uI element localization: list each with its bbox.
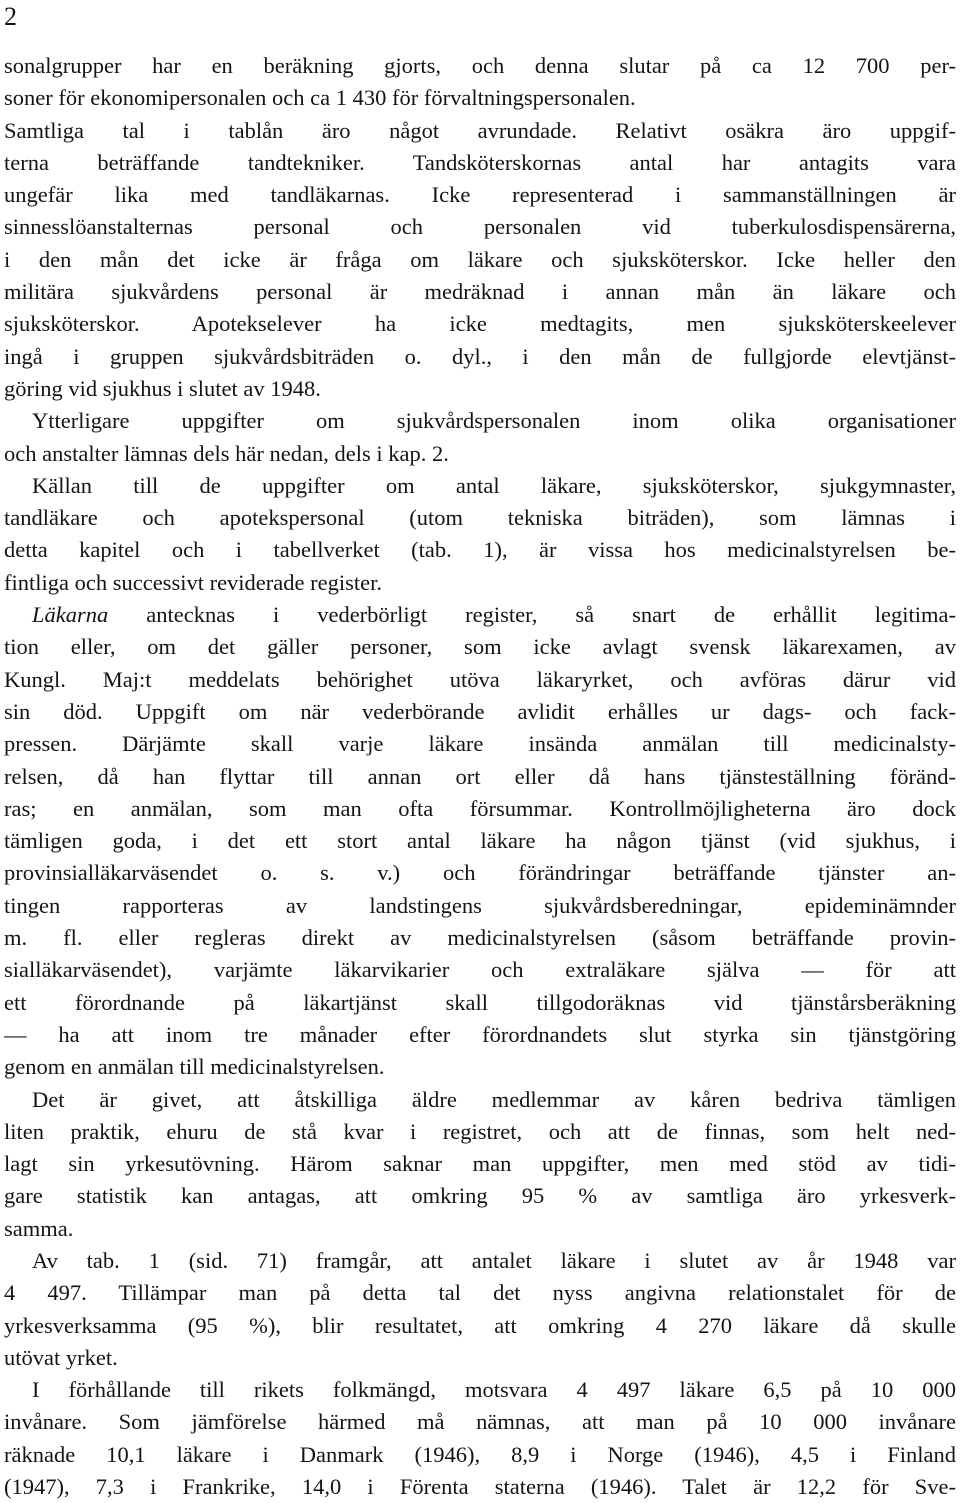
text-line	[4, 761, 956, 793]
line-text: sjuksköterskor. Apotekselever ha icke medtagits, men sjuksköterskeelever	[4, 311, 956, 337]
text-line	[4, 728, 956, 760]
text-line	[4, 534, 956, 566]
line-text: sin död. Uppgift om när vederbörande avlidit erhålles ur dags- och fack-	[4, 698, 956, 724]
text-line	[4, 276, 956, 308]
line-text: Källan till de uppgifter om antal läkare, sjuksköterskor, sjukgymnaster,	[32, 472, 956, 498]
italic-lead-word: Läkarna	[32, 602, 109, 628]
line-text: i den mån det icke är fråga om läkare och sjuksköterskor. Icke heller den	[4, 246, 956, 272]
line-text: invånare. Som jämförelse härmed må nämnas, att man på 10 000 invånare	[4, 1409, 956, 1435]
text-line	[4, 696, 956, 728]
text-line	[4, 1245, 956, 1277]
text-line	[4, 308, 956, 340]
line-text: genom en anmälan till medicinalstyrelsen.	[4, 1054, 385, 1080]
line-text: I förhållande till rikets folkmängd, motsvara 4 497 läkare 6,5 på 10 000	[32, 1377, 956, 1403]
text-line	[4, 1471, 956, 1503]
text-line	[4, 1406, 956, 1438]
text-line	[4, 147, 956, 179]
text-line	[4, 1148, 956, 1180]
line-text: antecknas i vederbörligt register, så snart de erhållit legitima-	[108, 602, 956, 628]
text-line	[4, 954, 956, 986]
text-line	[4, 1374, 956, 1406]
text-line	[4, 599, 956, 631]
line-text: och anstalter lämnas dels här nedan, dels i kap. 2.	[4, 440, 449, 466]
line-text: sialläkarväsendet), varjämte läkarvikarier och extraläkare själva — för att	[4, 957, 956, 983]
text-line	[4, 438, 956, 470]
line-text: relsen, då han flyttar till annan ort eller då hans tjänsteställning föränd-	[4, 763, 956, 789]
text-line	[4, 664, 956, 696]
line-text: pressen. Därjämte skall varje läkare insända anmälan till medicinalsty-	[4, 731, 956, 757]
line-text: tandläkare och apotekspersonal (utom tekniska biträden), som lämnas i	[4, 505, 956, 531]
line-text: fintliga och successivt reviderade register.	[4, 569, 382, 595]
line-text: detta kapitel och i tabellverket (tab. 1), är vissa hos medicinalstyrelsen be-	[4, 537, 956, 563]
line-text: Kungl. Maj:t meddelats behörighet utöva läkaryrket, och avföras därur vid	[4, 666, 956, 692]
text-line	[4, 211, 956, 243]
text-line	[4, 244, 956, 276]
line-text: tämligen goda, i det ett stort antal läkare ha någon tjänst (vid sjukhus, i	[4, 828, 956, 854]
line-text: ungefär lika med tandläkarnas. Icke representerad i sammanställningen är	[4, 182, 956, 208]
line-text: militära sjukvårdens personal är medräknad i annan mån än läkare och	[4, 279, 956, 305]
line-text: gare statistik kan antagas, att omkring 95 % av samtliga äro yrkesverk-	[4, 1183, 956, 1209]
text-line	[4, 1213, 956, 1245]
text-line	[4, 179, 956, 211]
line-text: terna beträffande tandtekniker. Tandsköterskornas antal har antagits vara	[4, 149, 956, 175]
text-line	[4, 502, 956, 534]
text-line	[4, 1277, 956, 1309]
text-line	[4, 82, 956, 114]
text-line	[4, 857, 956, 889]
line-text: Det är givet, att åtskilliga äldre medlemmar av kåren bedriva tämligen	[32, 1086, 956, 1112]
text-line	[4, 373, 956, 405]
text-line	[4, 793, 956, 825]
page-number: 2	[4, 2, 17, 31]
line-text: sinnesslöanstalternas personal och personalen vid tuberkulosdispensärerna,	[4, 214, 956, 240]
line-text: ras; en anmälan, som man ofta försummar. Kontrollmöjligheterna äro dock	[4, 795, 956, 821]
line-text: liten praktik, ehuru de stå kvar i registret, och att de finnas, som helt ned-	[4, 1118, 956, 1144]
text-line	[4, 890, 956, 922]
text-line	[4, 987, 956, 1019]
line-text: soner för ekonomipersonalen och ca 1 430 för förvaltningspersonalen.	[4, 85, 636, 111]
line-text: (1947), 7,3 i Frankrike, 14,0 i Förenta staterna (1946). Talet är 12,2 för Sve-	[4, 1474, 956, 1500]
line-text: räknade 10,1 läkare i Danmark (1946), 8,9 i Norge (1946), 4,5 i Finland	[4, 1441, 956, 1467]
text-line	[4, 1180, 956, 1212]
line-text: tingen rapporteras av landstingens sjukvårdsberedningar, epideminämnder	[4, 892, 956, 918]
line-text: — ha att inom tre månader efter förordnandets slut styrka sin tjänstgöring	[4, 1021, 956, 1047]
line-text: 4 497. Tillämpar man på detta tal det nyss angivna relationstalet för de	[4, 1280, 956, 1306]
line-text: m. fl. eller regleras direkt av medicinalstyrelsen (såsom beträffande provin-	[4, 925, 956, 951]
line-text: Av tab. 1 (sid. 71) framgår, att antalet läkare i slutet av år 1948 var	[32, 1247, 956, 1273]
line-text: utövat yrket.	[4, 1344, 118, 1370]
text-line	[4, 115, 956, 147]
text-line	[4, 1051, 956, 1083]
line-text: tion eller, om det gäller personer, som icke avlagt svensk läkarexamen, av	[4, 634, 956, 660]
text-line	[4, 567, 956, 599]
line-text: göring vid sjukhus i slutet av 1948.	[4, 375, 321, 401]
line-text: Ytterligare uppgifter om sjukvårdspersonalen inom olika organisationer	[32, 408, 956, 434]
line-text: provinsialläkarväsendet o. s. v.) och förändringar beträffande tjänster an-	[4, 860, 956, 886]
line-text: samma.	[4, 1215, 74, 1241]
text-line	[4, 1310, 956, 1342]
body-text	[4, 50, 956, 1503]
text-line	[4, 631, 956, 663]
line-text: lagt sin yrkesutövning. Härom saknar man uppgifter, men med stöd av tidi-	[4, 1151, 956, 1177]
text-line	[4, 922, 956, 954]
text-line	[4, 1439, 956, 1471]
text-line	[4, 405, 956, 437]
text-line	[4, 50, 956, 82]
text-line	[4, 341, 956, 373]
line-text: sonalgrupper har en beräkning gjorts, och denna slutar på ca 12 700 per-	[4, 53, 956, 78]
text-line	[4, 470, 956, 502]
text-line	[4, 1116, 956, 1148]
text-line	[4, 825, 956, 857]
line-text: ingå i gruppen sjukvårdsbiträden o. dyl., i den mån de fullgjorde elevtjänst-	[4, 343, 956, 369]
text-line	[4, 1084, 956, 1116]
text-line	[4, 1342, 956, 1374]
line-text: ett förordnande på läkartjänst skall tillgodoräknas vid tjänstårsberäkning	[4, 989, 956, 1015]
line-text: Samtliga tal i tablån äro något avrundade. Relativt osäkra äro uppgif-	[4, 117, 956, 143]
text-line	[4, 1019, 956, 1051]
line-text: yrkesverksamma (95 %), blir resultatet, att omkring 4 270 läkare då skulle	[4, 1312, 956, 1338]
